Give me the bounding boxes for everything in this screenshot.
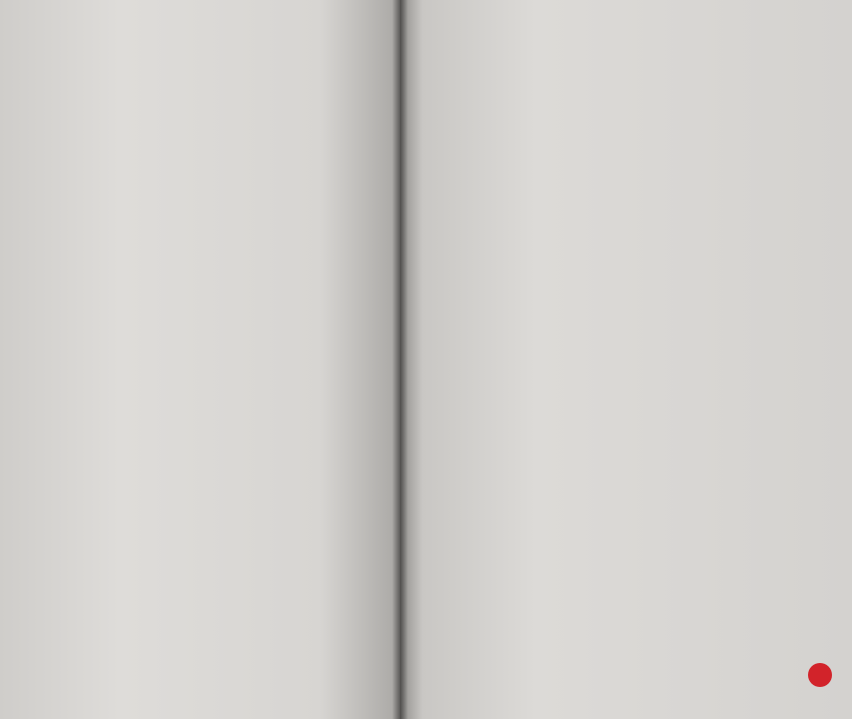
left-page xyxy=(0,0,400,719)
book-spine xyxy=(392,0,408,719)
watermark-badge xyxy=(808,663,832,687)
right-page xyxy=(400,0,852,719)
